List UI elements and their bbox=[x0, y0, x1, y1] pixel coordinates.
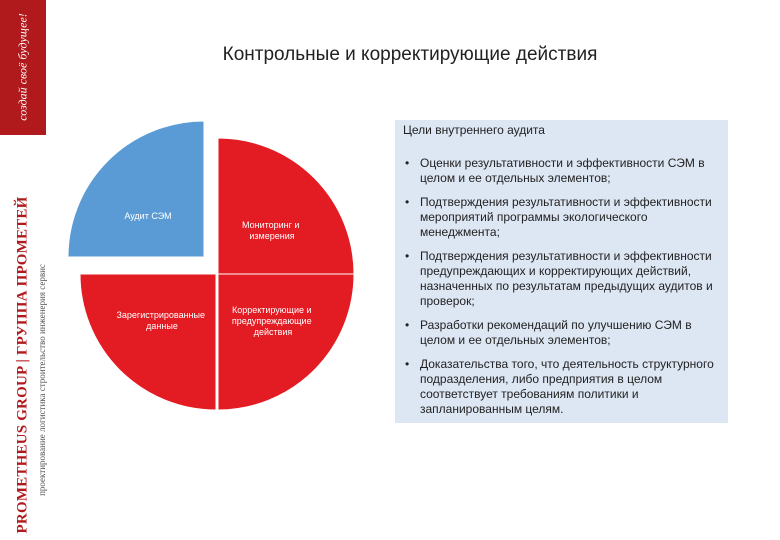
list-item-text: Подтверждения результативности и эффективности мероприятий программы экологического менеджмента; bbox=[420, 195, 712, 239]
segment-registered-data-label: Зарегистрированные данные bbox=[116, 310, 206, 331]
bullet-icon: • bbox=[405, 318, 410, 332]
segment-corrective-actions bbox=[218, 274, 354, 410]
bullet-icon: • bbox=[405, 195, 410, 209]
segment-corrective-actions-label: Корректирующие и предупреждающие действия bbox=[231, 305, 312, 337]
list-item-text: Подтверждения результативности и эффективности предупреждающих и корректирующих действий, назначенных по результатам предыдущих аудитов и проверок; bbox=[420, 249, 713, 308]
segment-monitoring-label: Мониторинг и измерения bbox=[242, 220, 300, 241]
segment-registered-data bbox=[80, 274, 216, 410]
bullet-icon: • bbox=[405, 156, 410, 170]
panel-title: Цели внутреннего аудита bbox=[403, 123, 545, 137]
list-item-text: Разработки рекомендаций по улучшению СЭМ в целом и ее отдельных элементов; bbox=[420, 318, 692, 347]
segment-audit bbox=[68, 121, 204, 257]
bullet-icon: • bbox=[405, 249, 410, 263]
segment-audit-label: Аудит СЭМ bbox=[124, 211, 172, 221]
list-item bbox=[403, 195, 720, 240]
brand-name: PROMETHEUS GROUP | ГРУППА ПРОМЕТЕЙ bbox=[14, 196, 31, 534]
list-item bbox=[403, 318, 720, 348]
goals-list bbox=[403, 156, 720, 417]
internal-audit-goals-panel bbox=[395, 120, 728, 423]
brand-services: проектирование логистика строительство инженерия сервис bbox=[37, 264, 47, 496]
brand-slogan: создай своё будущее! bbox=[15, 13, 30, 121]
list-item-text: Доказательства того, что деятельность структурного подразделения, либо предприятия в целом соответствует требованиям политики и запланированным целям. bbox=[420, 357, 714, 416]
list-item bbox=[403, 357, 720, 417]
list-item bbox=[403, 156, 720, 186]
segment-monitoring bbox=[218, 138, 354, 274]
list-item bbox=[403, 249, 720, 309]
bullet-icon: • bbox=[405, 357, 410, 371]
page-title: Контрольные и корректирующие действия bbox=[222, 44, 598, 65]
list-item-text: Оценки результативности и эффективности СЭМ в целом и ее отдельных элементов; bbox=[420, 156, 705, 185]
